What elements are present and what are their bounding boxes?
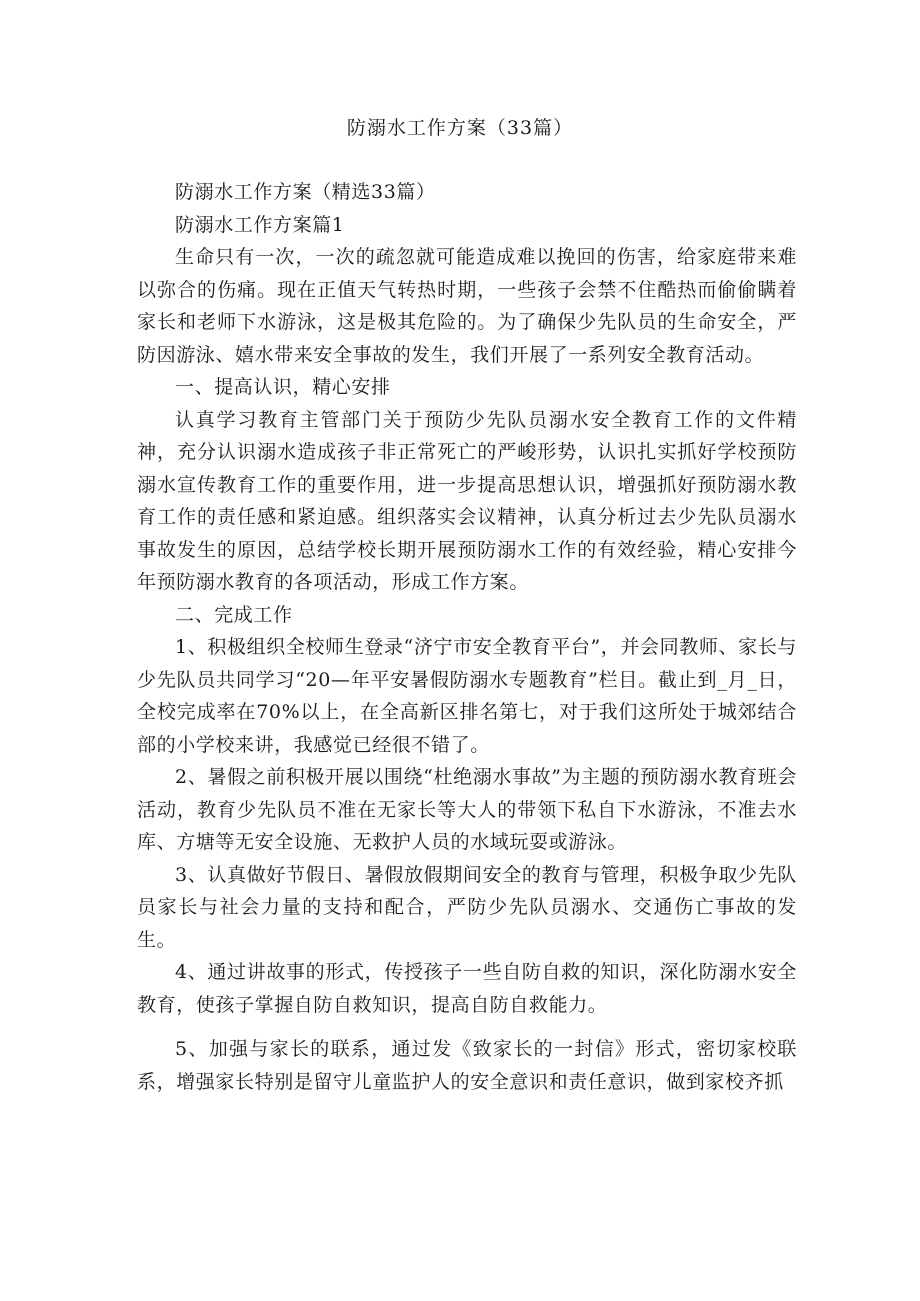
document-subtitle: 防溺水工作方案（精选33篇） xyxy=(175,181,436,203)
work-item-5: 5、加强与家长的联系，通过发《致家长的一封信》形式，密切家校联系，增强家长特别是留守儿童监护人的安全意识和责任意识，做到家校齐抓 xyxy=(137,1038,797,1093)
work-item-1: 1、积极组织全校师生登录“济宁市安全教育平台”，并会同教师、家长与少先队员共同学习“20—年平安暑假防溺水专题教育”栏目。截止到_月_日，全校完成率在70%以上，在全高新区排名第七，对于我们这所处于城郊结合部的小学校来讲，我感觉已经很不错了。 xyxy=(137,636,797,756)
work-item-3: 3、认真做好节假日、暑假放假期间安全的教育与管理，积极争取少先队员家长与社会力量的支持和配合，严防少先队员溺水、交通伤亡事故的发生。 xyxy=(137,863,797,951)
document-body xyxy=(137,176,797,1098)
intro-paragraph: 生命只有一次，一次的疏忽就可能造成难以挽回的伤害，给家庭带来难以弥合的伤痛。现在正值天气转热时期，一些孩子会禁不住酷热而偷偷瞒着家长和老师下水游泳，这是极其危险的。为了确保少先队员的生命安全，严防因游泳、嬉水带来安全事故的发生，我们开展了一系列安全教育活动。 xyxy=(137,246,797,366)
heading-raise-awareness: 一、提高认识，精心安排 xyxy=(175,376,391,398)
heading-completed-work: 二、完成工作 xyxy=(175,603,293,626)
work-item-2: 2、暑假之前积极开展以围绕“杜绝溺水事故”为主题的预防溺水教育班会活动，教育少先队员不准在无家长等大人的带领下私自下水游泳，不准去水库、方塘等无安全设施、无救护人员的水域玩耍或游泳。 xyxy=(137,766,797,853)
work-item-4: 4、通过讲故事的形式，传授孩子一些自防自救的知识，深化防溺水安全教育，使孩子掌握自防自救知识，提高自防自救能力。 xyxy=(137,961,797,1016)
document-title: 防溺水工作方案（33篇） xyxy=(346,117,574,139)
section-title: 防溺水工作方案篇1 xyxy=(175,213,345,236)
paragraph-raise-awareness: 认真学习教育主管部门关于预防少先队员溺水安全教育工作的文件精神，充分认识溺水造成孩子非正常死亡的严峻形势，认识扎实抓好学校预防溺水宣传教育工作的重要作用，进一步提高思想认识，增强抓好预防溺水教育工作的责任感和紧迫感。组织落实会议精神，认真分析过去少先队员溺水事故发生的原因，总结学校长期开展预防溺水工作的有效经验，精心安排今年预防溺水教育的各项活动，形成工作方案。 xyxy=(137,408,797,593)
